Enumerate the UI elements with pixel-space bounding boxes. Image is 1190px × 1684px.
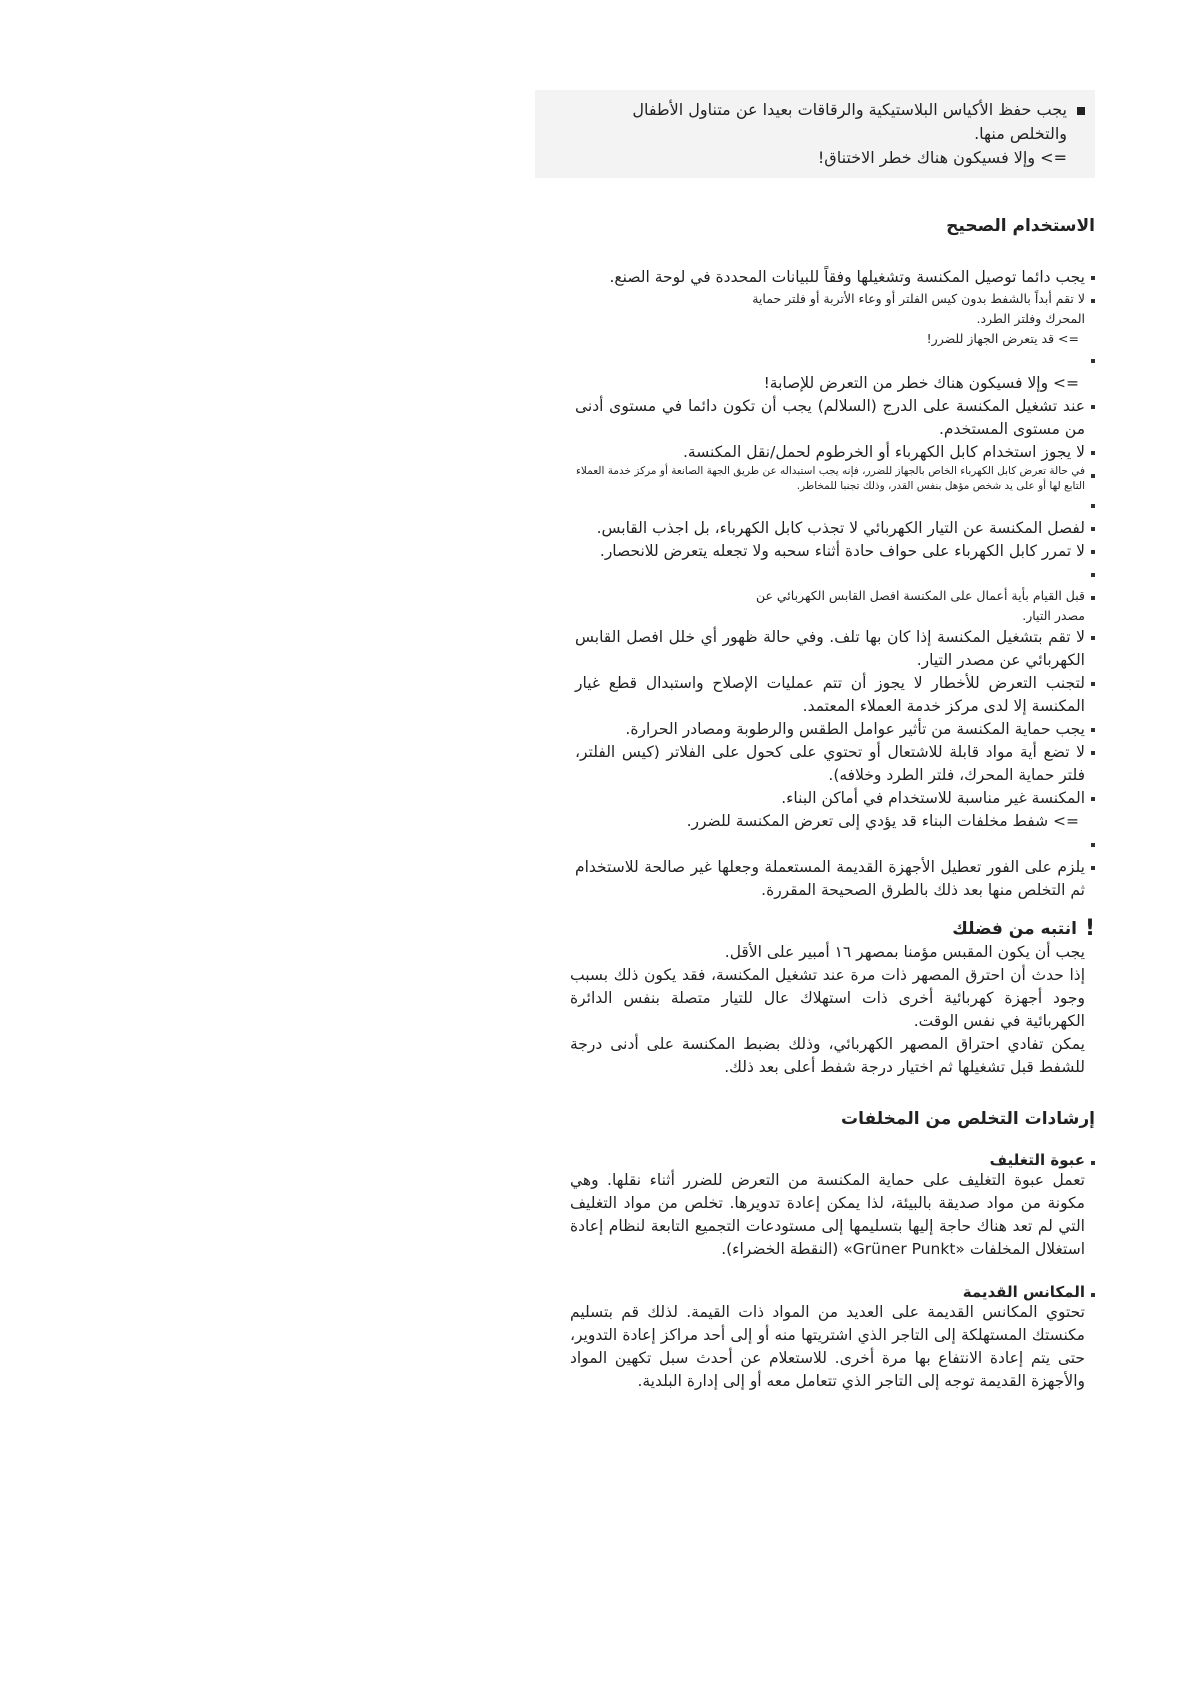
list-item: في حالة تعرض كابل الكهرباء الخاص بالجهاز للضرر، فإنه يجب استبداله عن طريق الجهة الصانعة أو مركز خدمة العملاء التابع لها أو على يد شخص مؤهل بنفس القدر، وذلك تجنبا للمخاطر. [565,464,1095,494]
list-item: لا تمرر كابل الكهرباء على حواف حادة أثناء سحبه ولا تجعله يتعرض للانحصار. [535,540,1095,563]
bullet-icon [1091,728,1095,732]
list-item: لا تقم أبداً بالشفط بدون كيس الفلتر أو وعاء الأتربة أو فلتر حماية المحرك وفلتر الطرد. [715,289,1095,329]
bullet-icon [1091,843,1095,847]
attention-paragraph: إذا حدث أن احترق المصهر ذات مرة عند تشغيل المكنسة، فقد يكون ذلك بسبب وجود أجهزة كهربائية أخرى ذات استهلاك عال للتيار متصلة بنفس الدائرة الكهربائية في نفس الوقت. [570,966,1085,1030]
subsection-heading [535,1283,1095,1301]
warning-bullet [545,98,1085,170]
subsection-title: المكانس القديمة [962,1283,1085,1301]
attention-title: انتبه من فضلك [952,918,1077,939]
list-item: لا يجوز استخدام كابل الكهرباء أو الخرطوم لحمل/نقل المكنسة. [535,441,1095,464]
bullet-icon [1091,1293,1095,1297]
bullet-icon [1091,751,1095,755]
attention-body [570,941,1085,1079]
list-item: => شفط مخلفات البناء قد يؤدي إلى تعرض المكنسة للضرر. [686,812,1079,830]
bullet-icon [1091,504,1095,508]
bullet-icon [1091,451,1095,455]
bullet-icon [1091,550,1095,554]
list-item: قبل القيام بأية أعمال على المكنسة افصل القابس الكهربائي عن مصدر التيار. [735,586,1095,626]
list-item: => وإلا فسيكون هناك خطر من التعرض للإصابة! [763,374,1079,392]
bullet-icon [1091,405,1095,409]
bullet-icon [1091,474,1095,478]
list-item [535,494,1095,517]
attention-paragraph: يجب أن يكون المقبس مؤمنا بمصهر ١٦ أمبير على الأقل. [724,943,1085,961]
bullet-icon [1091,636,1095,640]
section-title-correct-use: الاستخدام الصحيح [946,216,1095,236]
bullet-icon [1091,359,1095,363]
warning-line: يجب حفظ الأكياس البلاستيكية والرقاقات بعيدا عن متناول الأطفال [632,100,1067,119]
list-item: المكنسة غير مناسبة للاستخدام في أماكن البناء. [535,787,1095,810]
list-item: لا تقم بتشغيل المكنسة إذا كان بها تلف. وفي حالة ظهور أي خلل افصل القابس الكهربائي عن مصدر التيار. [575,626,1095,672]
list-item: لا تضع أية مواد قابلة للاشتعال أو تحتوي على كحول على الفلاتر (كيس الفلتر، فلتر حماية المحرك، فلتر الطرد وخلافه). [575,741,1095,787]
list-item: لفصل المكنسة عن التيار الكهربائي لا تجذب كابل الكهرباء، بل اجذب القابس. [535,517,1095,540]
subsection-body: تحتوي المكانس القديمة على العديد من المواد ذات القيمة. لذلك قم بتسليم مكنستك المستهلكة إلى التاجر الذي اشتريتها منه أو إلى أحد مراكز إعادة التدوير، حتى يتم إعادة الانتفاع بها مرة أخرى. للاستعلام عن أحدث سبل تكهين المواد والأجهزة القديمة توجه إلى التاجر الذي تتعامل معه أو إلى إدارة البلدية. [570,1303,1085,1390]
list-item: عند تشغيل المكنسة على الدرج (السلالم) يجب أن تكون دائما في مستوى أدنى من مستوى المستخدم. [575,395,1095,441]
suffocation-warning-box [535,90,1095,178]
attention-paragraph: يمكن تفادي احتراق المصهر الكهربائي، وذلك بضبط المكنسة على أدنى درجة للشفط قبل تشغيلها ثم اختيار درجة شفط أعلى بعد ذلك. [570,1035,1085,1076]
disposal-section-packaging [535,1151,1095,1261]
bullet-icon [1091,527,1095,531]
list-item: => قد يتعرض الجهاز للضرر! [926,331,1079,346]
exclamation-icon: ! [1084,916,1095,941]
list-item [535,833,1095,856]
subsection-body: تعمل عبوة التغليف على حماية المكنسة من التعرض للضرر أثناء نقلها. وهي مكونة من مواد صديقة بالبيئة، لذا يمكن إعادة تدويرها. تخلص من مواد التغليف التي لم تعد هناك حاجة إليها بتسليمها إلى مستودعات التجميع التابعة لنظام إعادة استغلال المخلفات «Grüner Punkt» (النقطة الخضراء). [570,1171,1085,1258]
section-title-disposal: إرشادات التخلص من المخلفات [841,1109,1095,1129]
list-item: يلزم على الفور تعطيل الأجهزة القديمة المستعملة وجعلها غير صالحة للاستخدام ثم التخلص منها بعد ذلك بالطرق الصحيحة المقررة. [575,856,1095,902]
list-item: يجب دائما توصيل المكنسة وتشغيلها وفقاً للبيانات المحددة في لوحة الصنع. [535,266,1095,289]
bullet-icon [1091,299,1095,303]
bullet-icon [1091,1161,1095,1165]
bullet-icon [1091,682,1095,686]
correct-use-list [535,266,1095,902]
square-bullet-icon [1077,107,1085,115]
list-item: لتجنب التعرض للأخطار لا يجوز أن تتم عمليات الإصلاح واستبدال قطع غيار المكنسة إلا لدى مركز خدمة العملاء المعتمد. [575,672,1095,718]
bullet-icon [1091,573,1095,577]
bullet-icon [1091,797,1095,801]
attention-heading [535,916,1095,941]
subsection-heading [535,1151,1095,1169]
disposal-section-old-devices [535,1283,1095,1393]
document-page [535,90,1095,1393]
subsection-title: عبوة التغليف [989,1151,1085,1169]
warning-text [632,98,1067,170]
list-item [535,349,1095,372]
list-item: يجب حماية المكنسة من تأثير عوامل الطقس والرطوبة ومصادر الحرارة. [535,718,1095,741]
warning-line: => وإلا فسيكون هناك خطر الاختناق! [817,148,1067,167]
warning-line: والتخلص منها. [974,124,1067,143]
list-item [535,563,1095,586]
bullet-icon [1091,866,1095,870]
bullet-icon [1091,596,1095,600]
bullet-icon [1091,276,1095,280]
